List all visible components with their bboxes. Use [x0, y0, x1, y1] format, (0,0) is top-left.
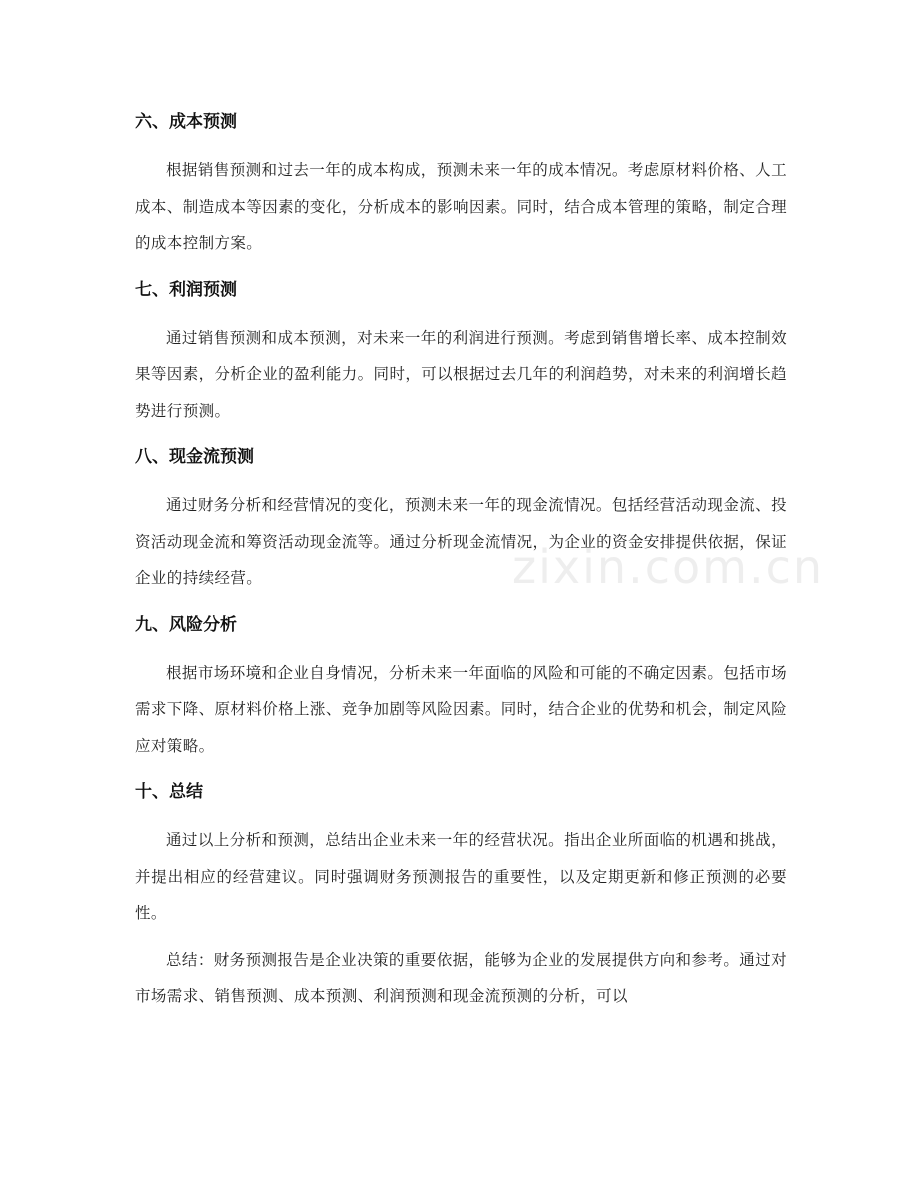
paragraph: 通过以上分析和预测，总结出企业未来一年的经营状况。指出企业所面临的机遇和挑战，并提出相应的经营建议。同时强调财务预测报告的重要性，以及定期更新和修正预测的必要性。 [135, 831, 787, 922]
paragraph: 根据市场环境和企业自身情况，分析未来一年面临的风险和可能的不确定因素。包括市场需求下降、原材料价格上涨、竞争加剧等风险因素。同时，结合企业的优势和机会，制定风险应对策略。 [135, 663, 787, 755]
section-profit-forecast [135, 272, 787, 430]
section-cost-forecast [135, 104, 787, 262]
section-heading: 七、利润预测 [135, 279, 237, 300]
section-heading: 八、现金流预测 [135, 447, 254, 467]
section-heading: 六、成本预测 [135, 112, 237, 132]
watermark: zixin.com.cn [512, 540, 825, 594]
section-risk-analysis [135, 607, 787, 765]
section-heading: 九、风险分析 [135, 614, 237, 635]
paragraph: 根据销售预测和过去一年的成本构成，预测未来一年的成本情况。考虑原材料价格、人工成本、制造成本等因素的变化，分析成本的影响因素。同时，结合成本管理的策略，制定合理的成本控制方案。 [135, 161, 787, 252]
paragraph: 通过销售预测和成本预测，对未来一年的利润进行预测。考虑到销售增长率、成本控制效果等因素，分析企业的盈利能力。同时，可以根据过去几年的利润趋势，对未来的利润增长趋势进行预测。 [135, 328, 787, 420]
section-summary [135, 774, 787, 1015]
paragraph: 总结：财务预测报告是企业决策的重要依据，能够为企业的发展提供方向和参考。通过对市场需求、销售预测、成本预测、利润预测和现金流预测的分析，可以 [135, 950, 787, 1005]
section-heading: 十、总结 [135, 782, 203, 802]
paragraph: 通过财务分析和经营情况的变化，预测未来一年的现金流情况。包括经营活动现金流、投资活动现金流和筹资活动现金流等。通过分析现金流情况，为企业的资金安排提供依据，保证企业的持续经营。 [135, 496, 787, 587]
